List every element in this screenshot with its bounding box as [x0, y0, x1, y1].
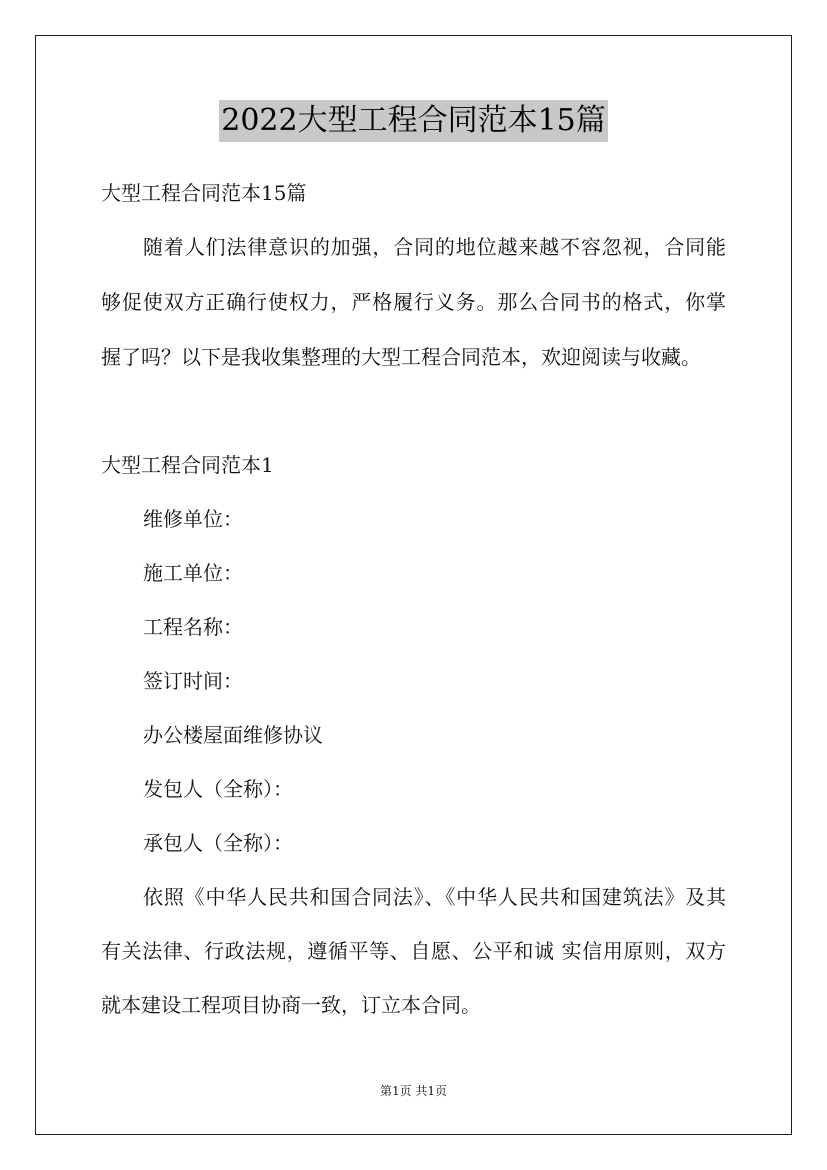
basis-line-1: 依照《中华人民共和国合同法》、《中华人民共和国建筑法》及其 [143, 885, 726, 909]
title-container [0, 100, 827, 142]
intro-line-3: 握了吗？以下是我收集整理的大型工程合同范本，欢迎阅读与收藏。 [101, 345, 701, 369]
employer-label: 发包人（全称）： [143, 777, 293, 801]
maintenance-unit-label: 维修单位： [143, 507, 243, 531]
sign-time-label: 签订时间： [143, 669, 243, 693]
project-name-label: 工程名称： [143, 615, 243, 639]
section-heading: 大型工程合同范本1 [101, 453, 274, 477]
intro-line-1: 随着人们法律意识的加强，合同的地位越来越不容忽视，合同能 [143, 235, 726, 259]
construction-unit-label: 施工单位： [143, 561, 243, 585]
document-title: 2022大型工程合同范本15篇 [219, 100, 608, 142]
page-footer: 第1页 共1页 [379, 1084, 448, 1098]
agreement-title: 办公楼屋面维修协议 [143, 723, 323, 747]
basis-line-3: 就本建设工程项目协商一致，订立本合同。 [101, 993, 481, 1017]
contractor-label: 承包人（全称）： [143, 831, 293, 855]
intro-line-2: 够促使双方正确行使权力，严格履行义务。那么合同书的格式，你掌 [101, 290, 726, 314]
basis-line-2: 有关法律、行政法规，遵循平等、自愿、公平和诚 实信用原则，双方 [101, 939, 726, 963]
subtitle: 大型工程合同范本15篇 [101, 181, 307, 205]
